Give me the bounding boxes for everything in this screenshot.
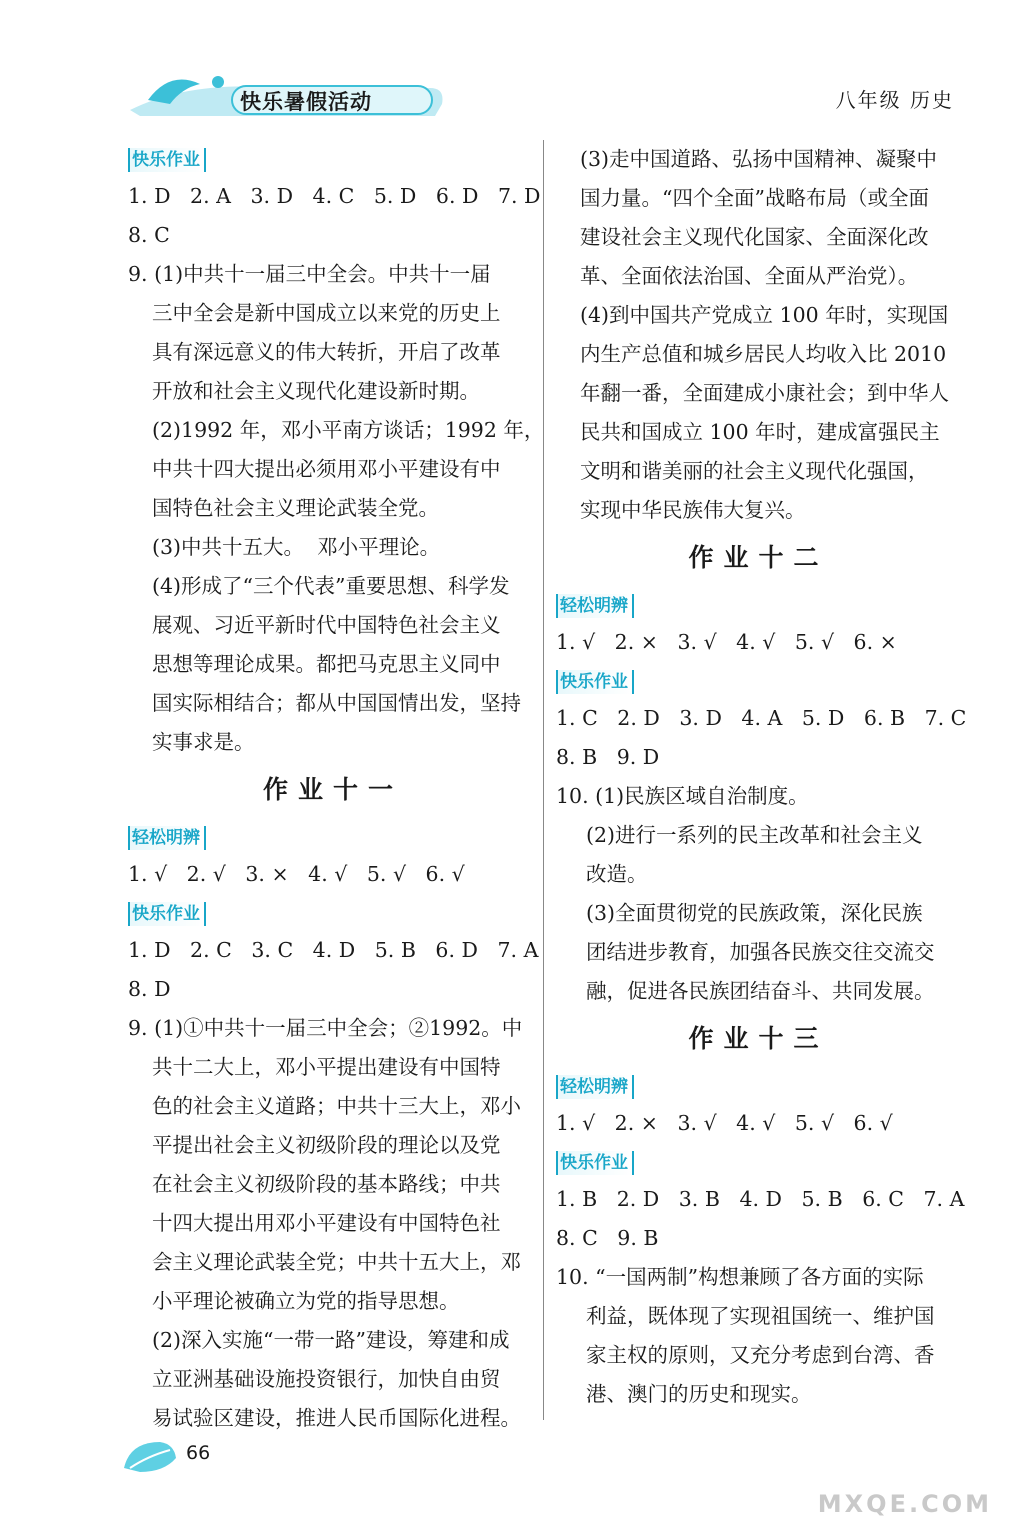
answer-line: 实事求是。 (152, 730, 255, 754)
answer-line: 1. √ 2. √ 3. × 4. √ 5. √ 6. √ (128, 862, 465, 886)
section-tag-row (556, 662, 961, 699)
answer-line: 小平理论被确立为党的指导思想。 (152, 1289, 460, 1313)
page-number: 66 (186, 1442, 211, 1464)
answer-line: 平提出社会主义初级阶段的理论以及党 (152, 1133, 501, 1157)
answer-line: (2)深入实施“一带一路”建设，筹建和成 (152, 1328, 510, 1352)
section-tag: 快乐作业 (128, 902, 206, 926)
answer-line: 展观、习近平新时代中国特色社会主义 (152, 613, 501, 637)
answer-line: 1. √ 2. × 3. √ 4. √ 5. √ 6. × (556, 630, 897, 654)
answer-line: 建设社会主义现代化国家、全面深化改 (580, 225, 929, 249)
answer-line: 1. C 2. D 3. D 4. A 5. D 6. B 7. C (556, 706, 967, 730)
answer-line: 民共和国成立 100 年时，建成富强民主 (580, 420, 940, 444)
answer-line: 会主义理论武装全党；中共十五大上，邓 (152, 1250, 521, 1274)
section-tag-row (556, 586, 961, 623)
answer-line: 家主权的原则，又充分考虑到台湾、香 (586, 1343, 935, 1367)
answer-line: (4)形成了“三个代表”重要思想、科学发 (152, 574, 510, 598)
answer-line: (4)到中国共产党成立 100 年时，实现国 (580, 303, 949, 327)
section-tag: 轻松明辨 (556, 1075, 634, 1099)
answer-line: 10. (1)民族区域自治制度。 (556, 784, 809, 808)
answer-line: 实现中华民族伟大复兴。 (580, 498, 806, 522)
answer-line: 9. (1)中共十一届三中全会。中共十一届 (128, 262, 491, 286)
answer-line: 革、全面依法治国、全面从严治党）。 (580, 264, 919, 288)
answer-line: 内生产总值和城乡居民人均收入比 2010 (580, 342, 947, 366)
answer-line: 8. D (128, 977, 171, 1001)
answer-line: 十四大提出用邓小平建设有中国特色社 (152, 1211, 501, 1235)
answer-line: 8. B 9. D (556, 745, 660, 769)
section-tag: 轻松明辨 (556, 594, 634, 618)
answer-line: (3)全面贯彻党的民族政策，深化民族 (586, 901, 923, 925)
answer-line: 1. B 2. D 3. B 4. D 5. B 6. C 7. A (556, 1187, 965, 1211)
answer-line: 国力量。“四个全面”战略布局（或全面 (580, 186, 929, 210)
answer-line: 共十二大上，邓小平提出建设有中国特 (152, 1055, 501, 1079)
column-divider (543, 140, 544, 1420)
section-tag: 快乐作业 (556, 670, 634, 694)
answer-line: 国实际相结合；都从中国国情出发，坚持 (152, 691, 521, 715)
answer-line: 利益，既体现了实现祖国统一、维护国 (586, 1304, 935, 1328)
answer-line: 易试验区建设，推进人民币国际化进程。 (152, 1406, 521, 1430)
answer-line: 文明和谐美丽的社会主义现代化强国， (580, 459, 929, 483)
answer-line: 团结进步教育，加强各民族交往交流交 (586, 940, 935, 964)
section-tag-row (556, 1143, 961, 1180)
assignment-heading: 作业十三 (688, 1024, 829, 1053)
answer-line: (2)进行一系列的民主改革和社会主义 (586, 823, 923, 847)
answer-line: 8. C 9. B (556, 1226, 659, 1250)
answer-line: 1. √ 2. × 3. √ 4. √ 5. √ 6. √ (556, 1111, 893, 1135)
section-tag-row (556, 1067, 961, 1104)
answer-line: 国特色社会主义理论武装全党。 (152, 496, 439, 520)
section-tag-row (128, 818, 538, 855)
header-title: 快乐暑假活动 (240, 90, 372, 114)
grade-subject-label: 八年级 历史 (835, 88, 954, 112)
answer-line: 三中全会是新中国成立以来党的历史上 (152, 301, 501, 325)
answer-line: 改造。 (586, 862, 648, 886)
section-tag: 快乐作业 (556, 1151, 634, 1175)
answer-line: 港、澳门的历史和现实。 (586, 1382, 812, 1406)
section-tag-row (128, 894, 538, 931)
answer-line: (2)1992 年，邓小平南方谈话；1992 年， (152, 418, 545, 442)
answer-line: 融，促进各民族团结奋斗、共同发展。 (586, 979, 935, 1003)
answer-line: 具有深远意义的伟大转折，开启了改革 (152, 340, 501, 364)
answer-line: 立亚洲基础设施投资银行，加快自由贸 (152, 1367, 501, 1391)
answer-line: 10. “一国两制”构想兼顾了各方面的实际 (556, 1265, 924, 1289)
section-tag: 轻松明辨 (128, 826, 206, 850)
assignment-heading: 作业十二 (688, 543, 829, 572)
answer-line: 色的社会主义道路；中共十三大上，邓小 (152, 1094, 521, 1118)
answer-line: 开放和社会主义现代化建设新时期。 (152, 379, 480, 403)
answer-line: 8. C (128, 223, 170, 247)
answer-line: 1. D 2. A 3. D 4. C 5. D 6. D 7. D (128, 184, 541, 208)
answer-line: 1. D 2. C 3. C 4. D 5. B 6. D 7. A (128, 938, 539, 962)
answer-line: 中共十四大提出必须用邓小平建设有中 (152, 457, 501, 481)
leaf-decoration-icon (120, 1438, 180, 1474)
answer-line: 在社会主义初级阶段的基本路线；中共 (152, 1172, 501, 1196)
answer-line: (3)走中国道路、弘扬中国精神、凝聚中 (580, 147, 938, 171)
answer-line: (3)中共十五大。 邓小平理论。 (152, 535, 441, 559)
section-tag-row (128, 140, 538, 177)
left-column (128, 140, 545, 1438)
section-tag: 快乐作业 (128, 148, 206, 172)
answer-line: 思想等理论成果。都把马克思主义同中 (152, 652, 501, 676)
answer-line: 年翻一番，全面建成小康社会；到中华人 (580, 381, 949, 405)
assignment-heading: 作业十一 (262, 775, 403, 804)
answer-line: 9. (1)①中共十一届三中全会；②1992。中 (128, 1016, 523, 1040)
right-column (556, 140, 967, 1414)
watermark: MXQE.COM (817, 1490, 992, 1518)
